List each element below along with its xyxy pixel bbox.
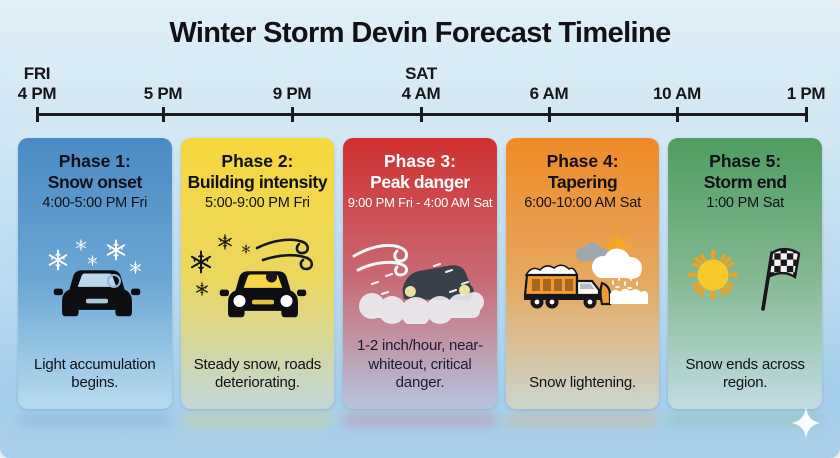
tick-time-label: 1 PM: [786, 84, 826, 103]
phase-name: Storm end: [703, 172, 787, 192]
tick-time-label: 10 AM: [653, 84, 701, 103]
phase-time-range: 9:00 PM Fri - 4:00 AM Sat: [347, 195, 493, 210]
card-reflection: [506, 413, 660, 427]
car-whiteout-icon: [350, 232, 490, 324]
timeline-tick-fri-4pm: [0, 64, 82, 122]
card-reflection: [181, 413, 335, 427]
timeline-tick-6am: [504, 64, 594, 122]
car-wind-snow-icon: [187, 232, 327, 324]
phase-card-5: [668, 138, 822, 409]
timeline-tick-1pm: [761, 64, 840, 122]
tick-day-label: FRI: [23, 64, 51, 83]
phase-name: Peak danger: [370, 172, 470, 192]
phase-card-3: [343, 138, 497, 409]
tick-time-label: 4 AM: [401, 84, 441, 103]
timeline-tick-5pm: [118, 64, 208, 122]
phase-card-4: [506, 138, 660, 409]
phase-icon-area: [668, 230, 822, 326]
tick-day-label: [632, 64, 722, 84]
timeline-tick-10am: [632, 64, 722, 122]
tick-mark: [805, 107, 808, 122]
tick-day-label: [504, 64, 594, 84]
phase-time-range: 4:00-5:00 PM Fri: [42, 195, 148, 211]
phase-name: Tapering: [547, 172, 618, 192]
tick-day-label: [118, 64, 208, 84]
phase-label: Phase 3:: [383, 151, 456, 171]
tick-day-label: [247, 64, 337, 84]
page-title: Winter Storm Devin Forecast Timeline: [169, 17, 671, 49]
timeline-tick-9pm: [247, 64, 337, 122]
phase-icon-area: [18, 230, 172, 326]
phase-name: Snow onset: [47, 172, 142, 192]
tick-day-label: [761, 64, 840, 84]
phase-label: Phase 5:: [709, 151, 782, 171]
tick-time-label: 4 PM: [17, 84, 57, 103]
phase-description: 1-2 inch/hour, near-whiteout, critical danger.: [356, 336, 484, 392]
sun-checkered-flag-icon: [675, 231, 815, 325]
tick-mark: [291, 107, 294, 122]
tick-mark: [676, 107, 679, 122]
phase-description: Snow ends across region.: [685, 355, 805, 392]
car-snow-icon: [25, 233, 165, 323]
phase-icon-area: [506, 230, 660, 326]
tick-time-label: 6 AM: [529, 84, 569, 103]
phase-cards-row: [18, 138, 822, 409]
phase-name: Building intensity: [187, 172, 328, 192]
snowplow-truck-icon: [513, 231, 653, 325]
checkered-flag: [763, 247, 800, 309]
phase-time-range: 5:00-9:00 PM Fri: [204, 195, 310, 211]
card-reflection: [18, 413, 172, 427]
timeline: [0, 64, 840, 124]
phase-card-1: [18, 138, 172, 409]
phase-description: Steady snow, roads deteriorating.: [193, 355, 322, 392]
sparkle-icon: [792, 406, 820, 440]
phase-description: Light accumulation begins.: [34, 355, 156, 392]
timeline-tick-sat-4am: [376, 64, 466, 122]
card-reflections: [18, 413, 822, 429]
snow-pile: [610, 289, 648, 304]
phase-card-2: [181, 138, 335, 409]
phase-icon-area: [181, 230, 335, 326]
tick-day-label: SAT: [405, 64, 437, 83]
sun-icon: [690, 252, 736, 298]
tick-time-label: 5 PM: [143, 84, 183, 103]
tick-mark: [162, 107, 165, 122]
phase-icon-area: [343, 230, 497, 326]
tick-mark: [548, 107, 551, 122]
tick-time-label: 9 PM: [272, 84, 312, 103]
phase-time-range: 6:00-10:00 AM Sat: [524, 195, 641, 211]
tick-mark: [420, 107, 423, 122]
phase-label: Phase 1:: [58, 151, 131, 171]
phase-time-range: 1:00 PM Sat: [706, 195, 784, 211]
phase-description: Snow lightening.: [529, 374, 637, 392]
card-reflection: [343, 413, 497, 427]
tick-mark: [36, 107, 39, 122]
phase-label: Phase 4:: [546, 151, 619, 171]
phase-label: Phase 2:: [221, 151, 294, 171]
